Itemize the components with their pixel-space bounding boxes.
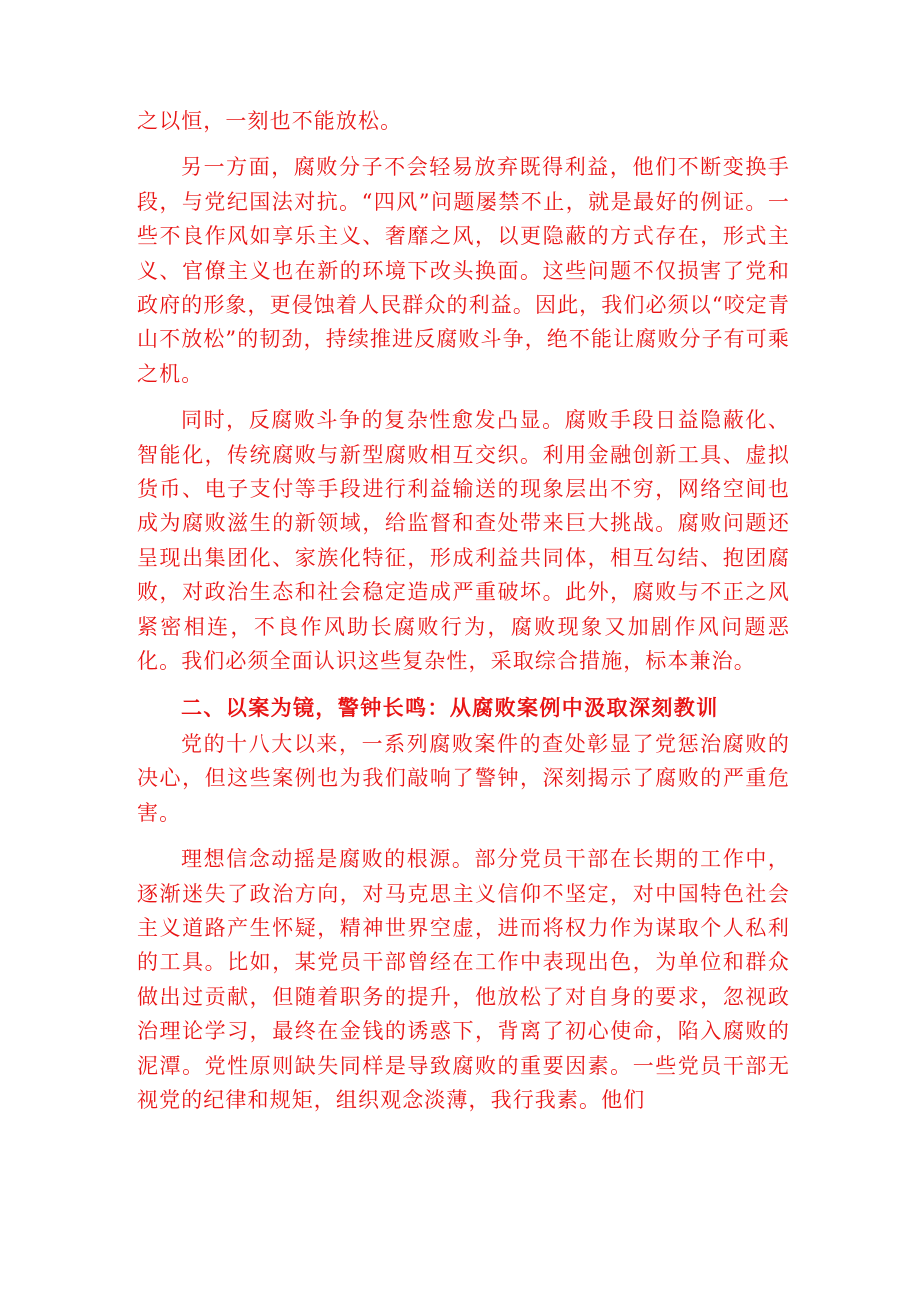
paragraph-complexity: 同时，反腐败斗争的复杂性愈发凸显。腐败手段日益隐蔽化、智能化，传统腐败与新型腐败相互交织。利用金融创新工具、虚拟货币、电子支付等手段进行利益输送的现象层出不穷，网络空间也成为腐败滋生的新领域，给监督和查处带来巨大挑战。腐败问题还呈现出集团化、家族化特征，形成利益共同体，相互勾结、抱团腐败，对政治生态和社会稳定造成严重破坏。此外，腐败与不正之风紧密相连，不良作风助长腐败行为，腐败现象又加剧作风问题恶化。我们必须全面认识这些复杂性，采取综合措施，标本兼治。 bbox=[137, 408, 790, 674]
paragraph-ideals-faith: 理想信念动摇是腐败的根源。部分党员干部在长期的工作中，逐渐迷失了政治方向，对马克思主义信仰不坚定，对中国特色社会主义道路产生怀疑，精神世界空虚，进而将权力作为谋取个人私利的工具。比如，某党员干部曾经在工作中表现出色，为单位和群众做出过贡献，但随着职务的提升，他放松了对自身的要求，忽视政治理论学习，最终在金钱的诱惑下，背离了初心使命，陷入腐败的泥潭。党性原则缺失同样是导致腐败的重要因素。一些党员干部无视党的纪律和规矩，组织观念淡薄，我行我素。他们 bbox=[137, 847, 790, 1112]
paragraph-four-winds: 另一方面，腐败分子不会轻易放弃既得利益，他们不断变换手段，与党纪国法对抗。“四风”问题屡禁不止，就是最好的例证。一些不良作风如享乐主义、奢靡之风，以更隐蔽的方式存在，形式主义、官僚主义也在新的环境下改头换面。这些问题不仅损害了党和政府的形象，更侵蚀着人民群众的利益。因此，我们必须以“咬定青山不放松”的韧劲，持续推进反腐败斗争，绝不能让腐败分子有可乘之机。 bbox=[137, 155, 790, 386]
paragraph-cases-intro: 党的十八大以来，一系列腐败案件的查处彰显了党惩治腐败的决心，但这些案例也为我们敲响了警钟，深刻揭示了腐败的严重危害。 bbox=[137, 731, 790, 825]
paragraph-continuation: 之以恒，一刻也不能放松。 bbox=[137, 109, 403, 133]
document-body bbox=[137, 104, 790, 1129]
section-heading: 二、以案为镜，警钟长鸣：从腐败案例中汲取深刻教训 bbox=[181, 694, 719, 720]
